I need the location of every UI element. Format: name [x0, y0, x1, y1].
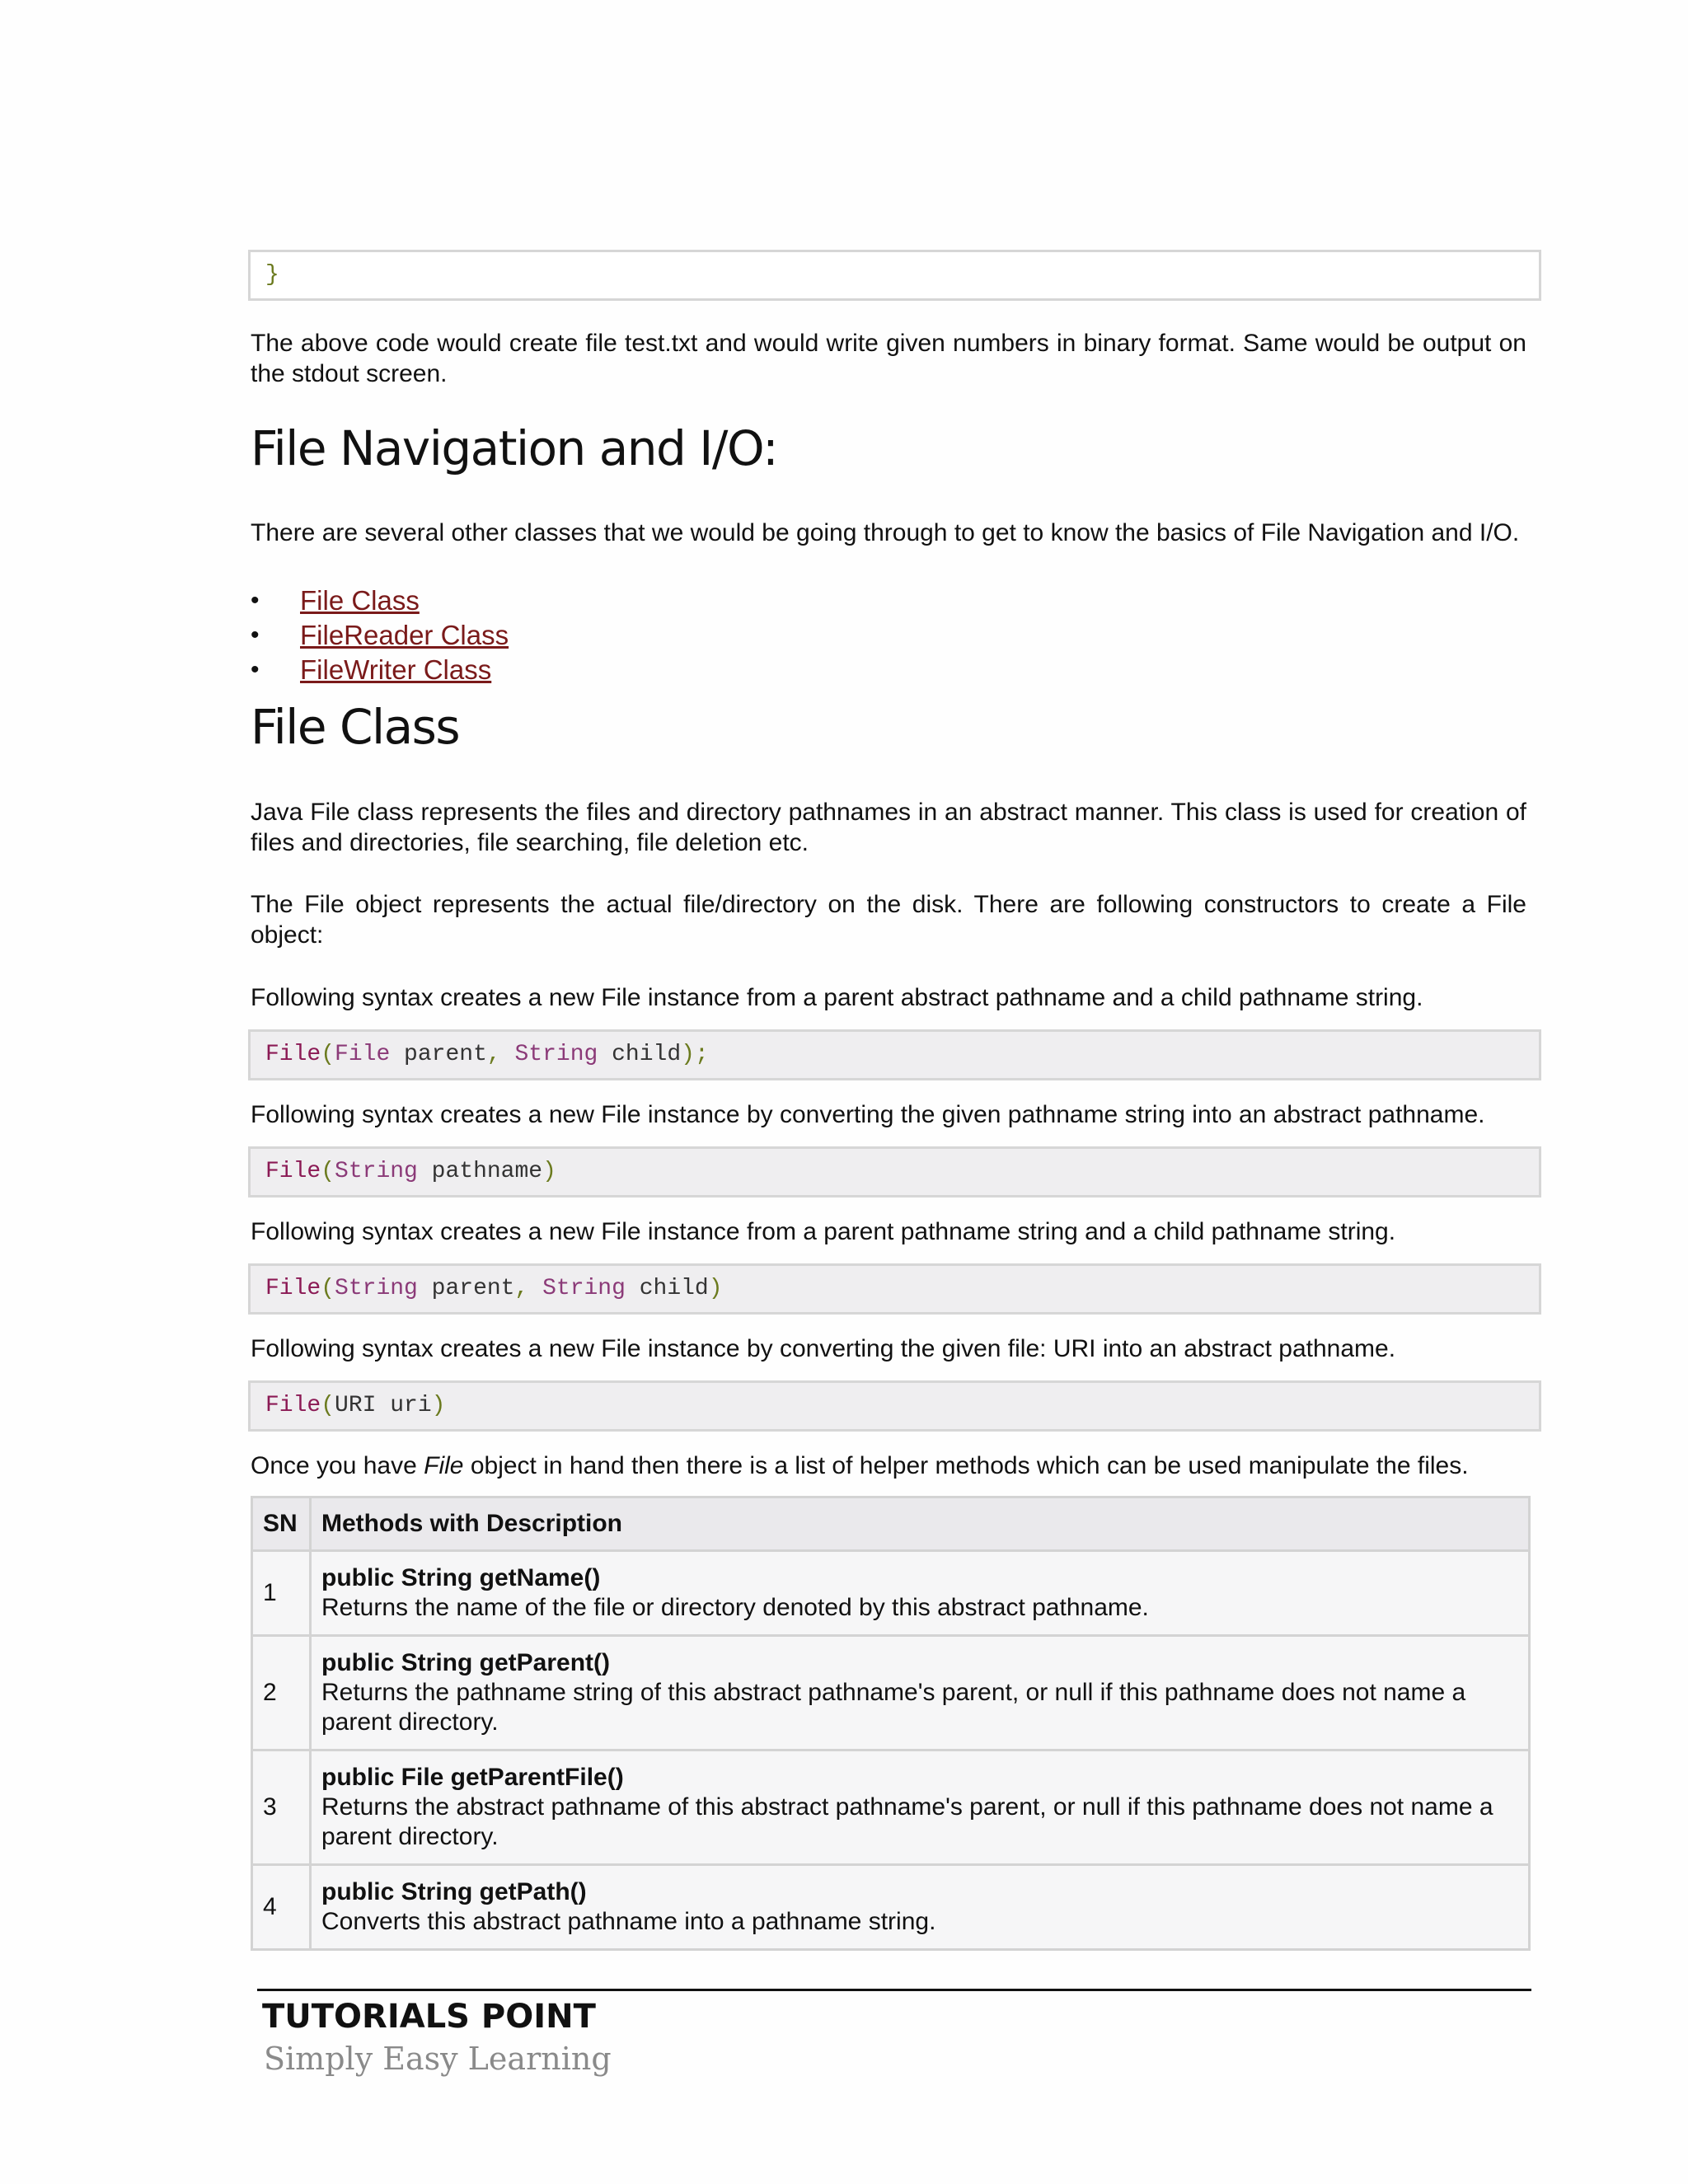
row-method	[311, 1865, 1530, 1950]
bullet-icon: •	[251, 656, 260, 683]
header-methods: Methods with Description	[311, 1497, 1530, 1551]
methods-table	[251, 1496, 1531, 1951]
method-description: Returns the pathname string of this abstract pathname's parent, or null if this pathname does not name a parent directory.	[321, 1679, 1466, 1736]
file-class-paragraph-1: Java File class represents the files and directory pathnames in an abstract manner. This class is used for creation of files and directories, file searching, file deletion etc.	[251, 799, 1526, 856]
footer-brand: TUTORIALS POINT	[262, 1998, 596, 2036]
method-description: Converts this abstract pathname into a pathname string.	[321, 1908, 936, 1935]
footer-tagline: Simply Easy Learning	[264, 2041, 612, 2077]
table-row	[252, 1551, 1530, 1636]
method-name: public File getParentFile()	[321, 1764, 624, 1791]
bullet-icon: •	[251, 621, 260, 649]
method-name: public String getParent()	[321, 1649, 611, 1676]
row-sn: 3	[252, 1750, 311, 1865]
row-sn: 2	[252, 1636, 311, 1750]
table-row	[252, 1636, 1530, 1750]
file-navigation-paragraph: There are several other classes that we would be going through to get to know the basics of File Navigation and I/O.	[251, 519, 1520, 546]
row-sn: 1	[252, 1551, 311, 1636]
syntax-desc-2: Following syntax creates a new File instance by converting the given pathname string into an abstract pathname.	[251, 1101, 1485, 1128]
row-sn: 4	[252, 1865, 311, 1950]
bullet-icon: •	[251, 587, 260, 614]
intro-paragraph: The above code would create file test.txt and would write given numbers in binary format. Same would be output on the stdout screen.	[251, 330, 1526, 387]
heading-file-class: File Class	[251, 699, 460, 755]
link-filewriter-class[interactable]: FileWriter Class	[300, 654, 492, 685]
file-class-paragraph-2: The File object represents the actual file/directory on the disk. There are following constructors to create a File object:	[251, 891, 1526, 949]
row-method	[311, 1750, 1530, 1865]
syntax-desc-1: Following syntax creates a new File instance from a parent abstract pathname and a child pathname string.	[251, 984, 1423, 1011]
table-header-row	[252, 1497, 1530, 1551]
header-sn: SN	[252, 1497, 311, 1551]
code-block-constructor-4: File(URI uri)	[248, 1380, 1541, 1432]
link-file-class[interactable]: File Class	[300, 585, 420, 616]
table-row	[252, 1750, 1530, 1865]
syntax-desc-4: Following syntax creates a new File instance by converting the given file: URI into an abstract pathname.	[251, 1335, 1396, 1362]
method-description: Returns the abstract pathname of this abstract pathname's parent, or null if this pathname does not name a parent directory.	[321, 1793, 1493, 1850]
methods-intro-paragraph: Once you have File object in hand then there is a list of helper methods which can be used manipulate the files.	[251, 1452, 1469, 1479]
method-name: public String getName()	[321, 1564, 601, 1591]
code-block-constructor-1: File(File parent, String child);	[248, 1029, 1541, 1080]
footer-divider	[257, 1989, 1531, 1991]
code-block-constructor-3: File(String parent, String child)	[248, 1263, 1541, 1315]
row-method	[311, 1636, 1530, 1750]
method-name: public String getPath()	[321, 1878, 587, 1905]
link-filereader-class[interactable]: FileReader Class	[300, 620, 509, 650]
method-description: Returns the name of the file or directory denoted by this abstract pathname.	[321, 1594, 1149, 1621]
heading-file-navigation: File Navigation and I/O:	[251, 420, 778, 476]
code-block-closing-brace: }	[248, 250, 1541, 301]
table-row	[252, 1865, 1530, 1950]
row-method	[311, 1551, 1530, 1636]
code-block-constructor-2: File(String pathname)	[248, 1146, 1541, 1197]
syntax-desc-3: Following syntax creates a new File instance from a parent pathname string and a child pathname string.	[251, 1218, 1396, 1245]
